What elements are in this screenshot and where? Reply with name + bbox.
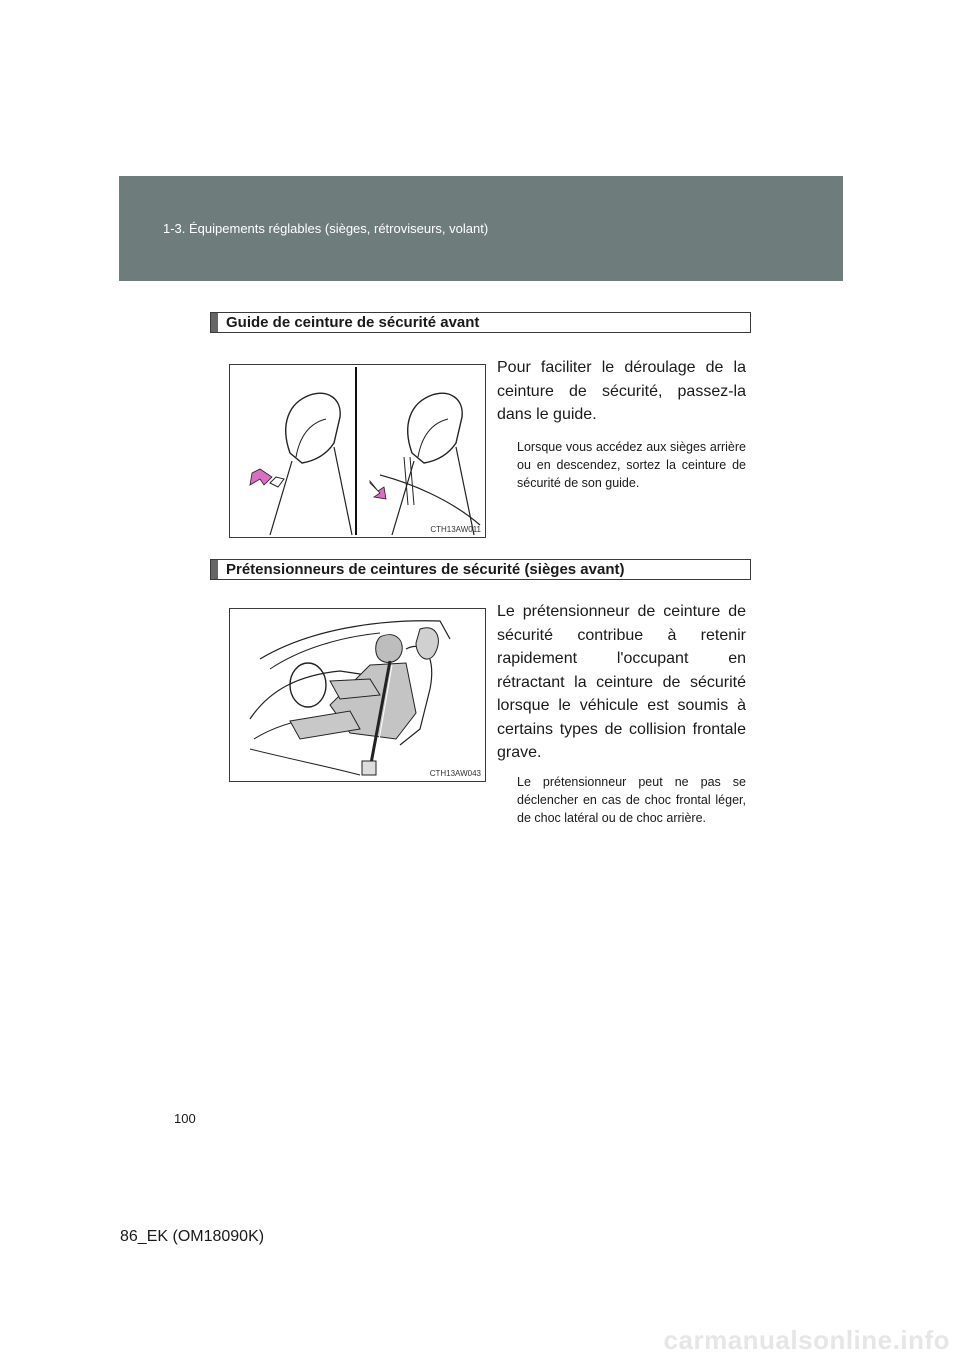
section-title: Prétensionneurs de ceintures de sécurité (sièges avant)	[226, 561, 625, 578]
section-paragraph: Pour faciliter le déroulage de la ceinture de sécurité, passez-la dans le guide.	[497, 359, 746, 423]
seat-headrest-illustration	[230, 365, 485, 537]
car-interior-illustration	[230, 609, 485, 781]
section-heading-pretensioners	[210, 559, 751, 580]
section-note: Lorsque vous accédez aux sièges arrière ou en descendez, sortez la ceinture de sécurité de son guide.	[517, 440, 746, 490]
watermark: carmanualsonline.info	[663, 1325, 950, 1355]
steering-wheel-icon	[290, 663, 326, 707]
document-code: 86_EK (OM18090K)	[120, 1228, 265, 1245]
section-title: Guide de ceinture de sécurité avant	[226, 314, 480, 331]
heading-marker	[211, 560, 218, 579]
chapter-header-band	[119, 176, 843, 281]
figure-pretensioner	[229, 608, 486, 782]
section-paragraph: Le prétensionneur de ceinture de sécurité contribue à retenir rapidement l'occupant en rétractant la ceinture de sécurité lorsque le véhicule est soumis à certains types de collision frontale grave.	[497, 603, 746, 761]
down-arrow-icon	[370, 481, 386, 499]
section-heading-seatbelt-guide	[210, 312, 751, 333]
section-note: Le prétensionneur peut ne pas se déclencher en cas de choc frontal léger, de choc latéral ou de choc arrière.	[517, 775, 746, 825]
retractor-icon	[362, 761, 376, 775]
up-arrow-icon	[250, 469, 272, 485]
page-number: 100	[174, 1111, 196, 1126]
figure-code: CTH13AW011	[430, 525, 481, 534]
figure-seatbelt-guide	[229, 364, 486, 538]
figure-code: CTH13AW043	[429, 769, 481, 778]
breadcrumb: 1-3. Équipements réglables (sièges, rétroviseurs, volant)	[163, 221, 489, 236]
heading-marker	[211, 313, 218, 332]
